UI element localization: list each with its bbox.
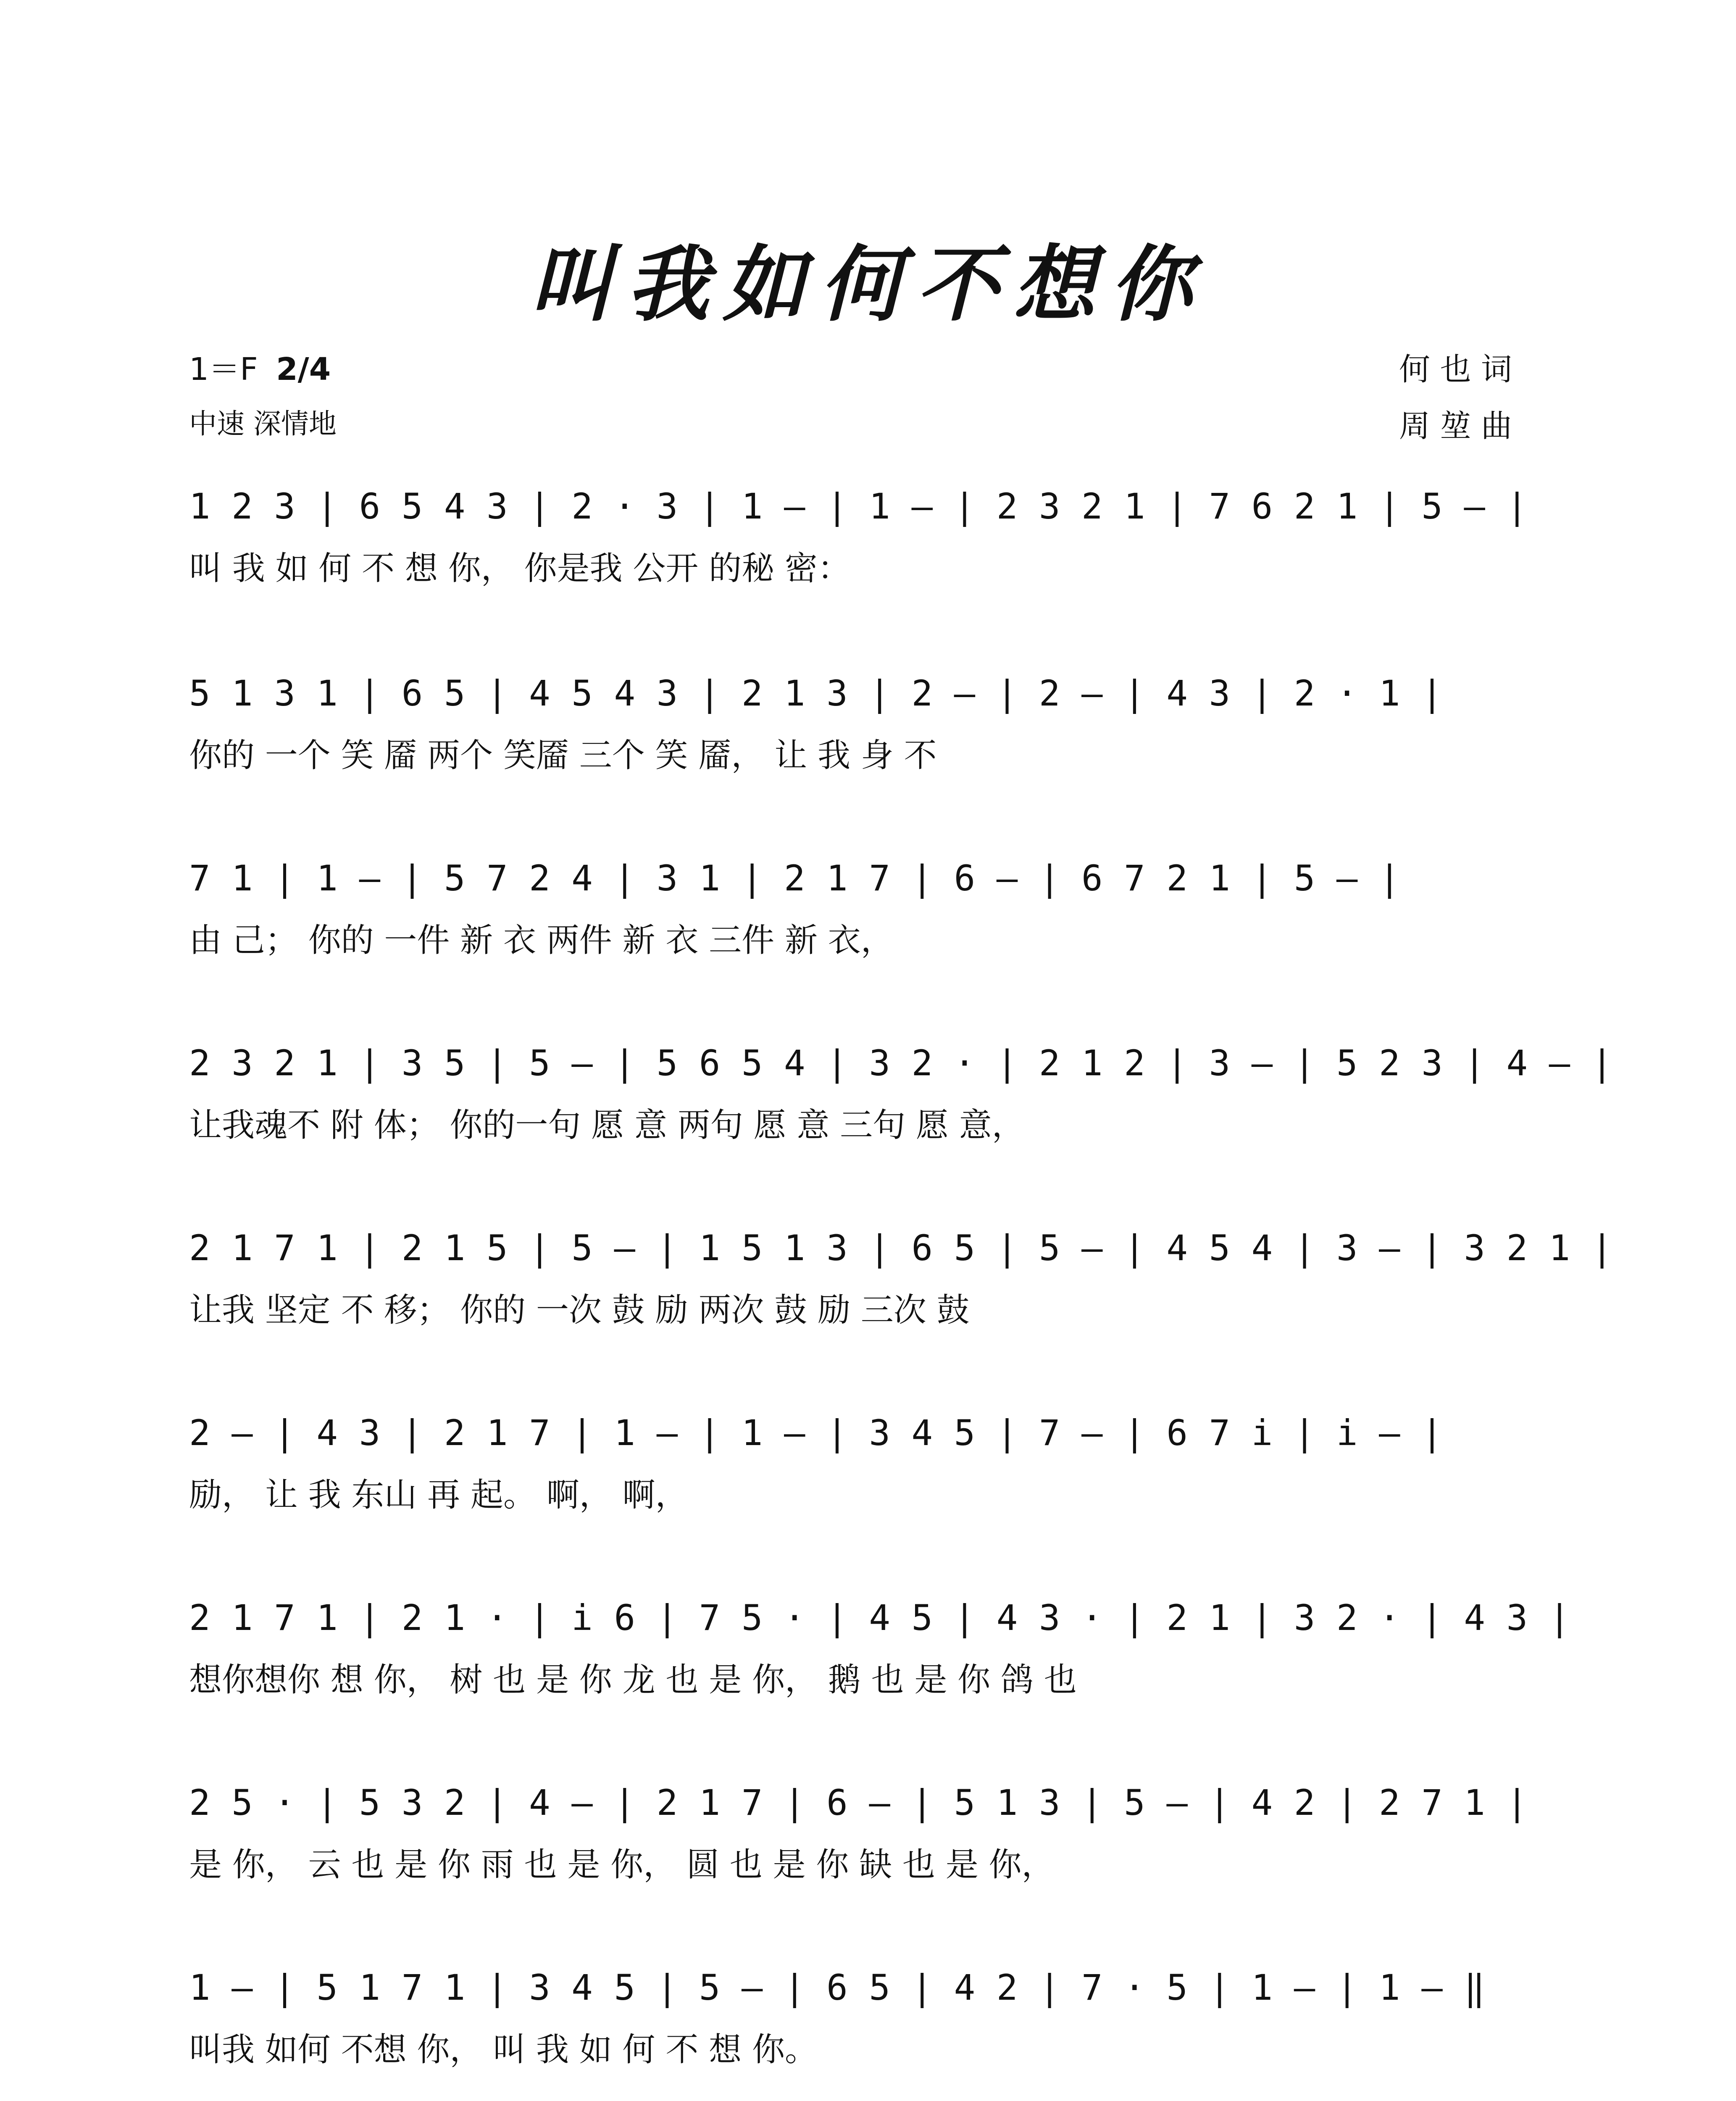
score-line-2 [189,664,1555,723]
lyric-row: 励， 让 我 东山 再 起。 啊， 啊， [189,1476,688,1514]
score-line-8 [189,1773,1555,1832]
score-line-5 [189,1219,1613,1277]
lyric-row: 由 己； 你的 一件 新 衣 两件 新 衣 三件 新 衣， [189,921,894,959]
score-line-6 [189,1403,1555,1462]
lyric-row: 叫我 如何 不想 你， 叫 我 如 何 不 想 你。 [189,2031,818,2069]
lyric-row: 叫 我 如 何 不 想 你， 你是我 公开 的秘 密： [189,550,850,587]
notation-row: 5 1 3 1 | 6 5 | 4 5 4 3 | 2 1 3 | 2 – | 2 – | 4 3 | 2 · 1 | [189,673,1443,714]
song-title: 叫我如何不想你 [529,236,1206,333]
score-line-9 [189,1958,1555,2017]
score-line-7 [189,1588,1570,1647]
score-line-4 [189,1034,1613,1093]
lyric-row: 你的 一个 笑 靥 两个 笑靥 三个 笑 靥， 让 我 身 不 [189,737,937,774]
notation-row: 7 1 | 1 – | 5 7 2 4 | 3 1 | 2 1 7 | 6 – | 6 7 2 1 | 5 – | [189,858,1400,899]
composer-credit: 周 堃 曲 [1399,408,1512,444]
notation-row: 2 5 · | 5 3 2 | 4 – | 2 1 7 | 6 – | 5 1 3 | 5 – | 4 2 | 2 7 1 | [189,1782,1528,1823]
notation-row: 2 1 7 1 | 2 1 · | i 6 | 7 5 · | 4 5 | 4 3 · | 2 1 | 3 2 · | 4 3 | [189,1597,1570,1638]
time-signature: 2/4 [276,351,331,387]
key-signature [189,345,331,389]
notation-row: 2 3 2 1 | 3 5 | 5 – | 5 6 5 4 | 3 2 · | 2 1 2 | 3 – | 5 2 3 | 4 – | [189,1043,1613,1084]
score-line-3 [189,849,1555,908]
key-label: 1＝F [189,351,258,387]
lyric-row: 让我 坚定 不 移； 你的 一次 鼓 励 两次 鼓 励 三次 鼓 [189,1291,970,1329]
notation-row: 1 2 3 | 6 5 4 3 | 2 · 3 | 1 – | 1 – | 2 3 2 1 | 7 6 2 1 | 5 – | [189,486,1528,527]
lyric-row: 是 你， 云 也 是 你 雨 也 是 你， 圆 也 是 你 缺 也 是 你， [189,1846,1055,1884]
lyric-row: 想你想你 想 你， 树 也 是 你 龙 也 是 你， 鹅 也 是 你 鸽 也 [189,1661,1077,1699]
lyric-row: 让我魂不 附 体； 你的一句 愿 意 两句 愿 意 三句 愿 意， [189,1106,1025,1144]
tempo-marking: 中速 深情地 [189,408,337,440]
notation-row: 2 1 7 1 | 2 1 5 | 5 – | 1 5 1 3 | 6 5 | 5 – | 4 5 4 | 3 – | 3 2 1 | [189,1227,1613,1269]
score-line-1 [189,477,1555,536]
notation-row: 2 – | 4 3 | 2 1 7 | 1 – | 1 – | 3 4 5 | 7 – | 6 7 i | i – | [189,1412,1443,1453]
notation-row: 1 – | 5 1 7 1 | 3 4 5 | 5 – | 6 5 | 4 2 | 7 · 5 | 1 – | 1 – ‖ [189,1967,1485,2008]
lyricist-credit: 何 也 词 [1399,351,1512,387]
